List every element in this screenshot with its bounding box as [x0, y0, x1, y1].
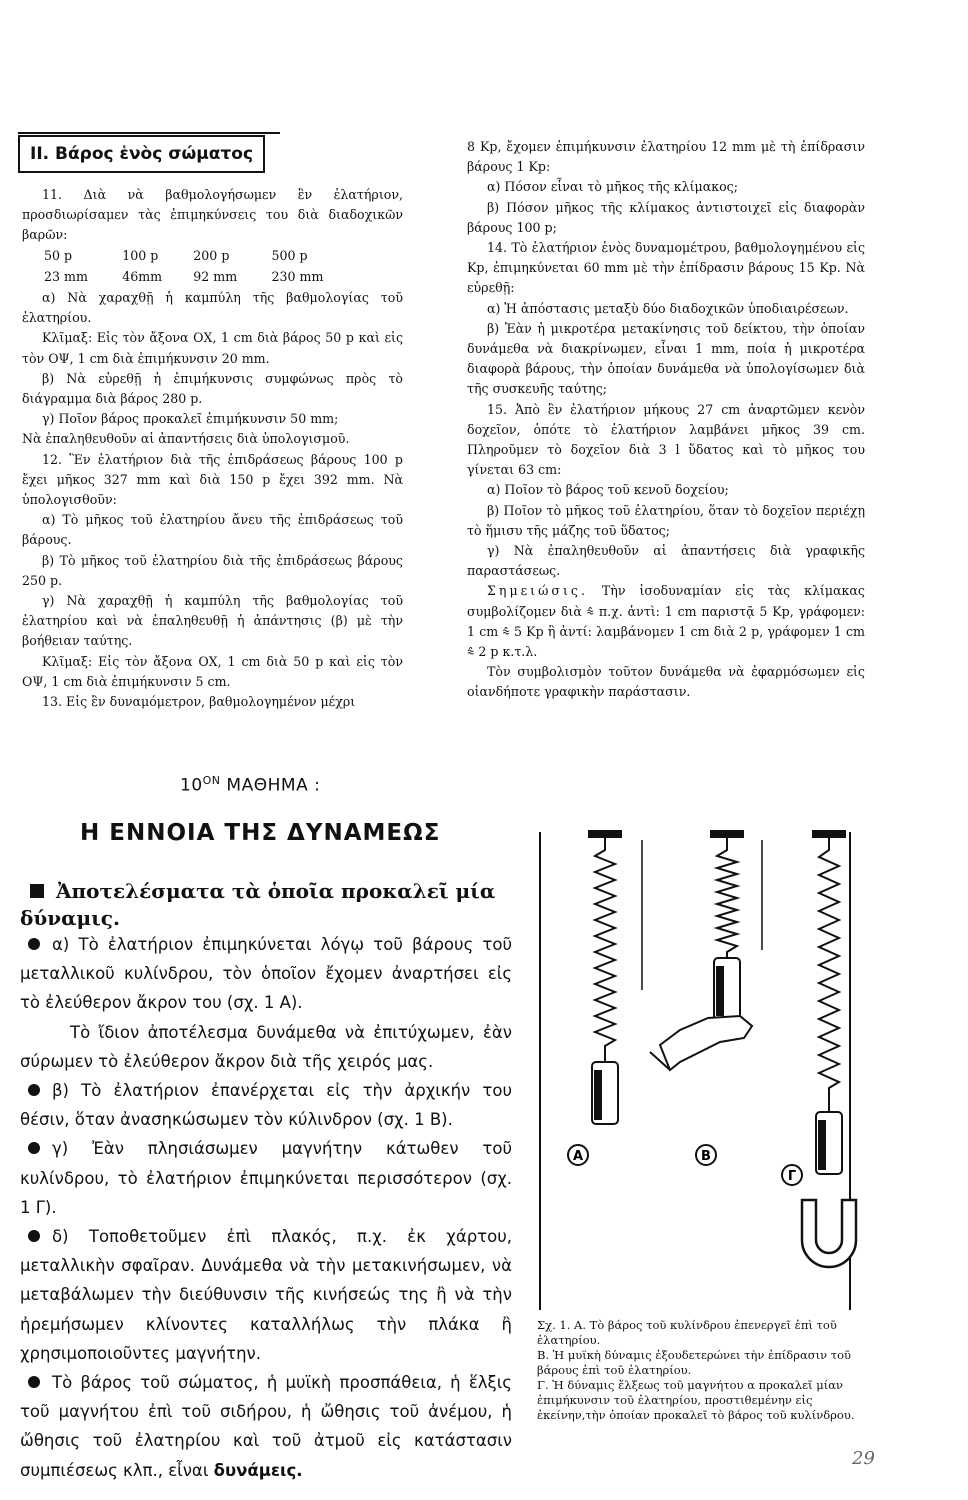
- exercise-11-a: α) Νὰ χαραχθῇ ἡ καμπύλη τῆς βαθμολογίας τοῦ ἐλατηρίου.: [22, 290, 403, 326]
- right-column: [467, 137, 865, 703]
- exercise-13-b: β) Πόσον μῆκος τῆς κλίμακος ἀντιστοιχεῖ εἰς διαφορὰν βάρους 100 p;: [467, 199, 865, 235]
- figure-label-b: B: [701, 1149, 711, 1164]
- left-column: [22, 185, 403, 712]
- page-number: 29: [852, 1448, 875, 1469]
- cylinder-shade: [818, 1120, 826, 1170]
- header-rule: [18, 132, 280, 134]
- body-paragraph-a2: Τὸ ἴδιον ἀποτέλεσμα δυνάμεθα νὰ ἐπιτύχωμεν, ἐὰν σύρωμεν τὸ ἐλεύθερον ἄκρον διὰ τῆς χειρός μας.: [20, 1022, 512, 1071]
- table-cell: 23 mm: [44, 268, 88, 284]
- chapter-title: Η ΕΝΝΟΙΑ ΤΗΣ ΔΥΝΑΜΕΩΣ: [80, 820, 441, 846]
- spring-mount: [710, 830, 744, 838]
- exercise-15-intro: 15. Ἀπὸ ἓν ἐλατήριον μήκους 27 cm ἀναρτῶμεν κενὸν δοχεῖον, ὁπότε τὸ ἐλατήριον λαμβάνει μῆκος 39 cm. Πληροῦμεν τὸ δοχεῖον διὰ 3 l ὕδατος καὶ τὸ μῆκος του γίνεται 63 cm:: [467, 401, 865, 478]
- exercise-11-b: β) Νὰ εὑρεθῇ ἡ ἐπιμήκυνσις συμφώνως πρὸς τὸ διάγραμμα διὰ βάρος 280 p.: [22, 370, 403, 407]
- table-cell: 46mm: [122, 268, 163, 284]
- main-body: [20, 930, 512, 1485]
- spring-figure: [530, 830, 880, 1310]
- exercise-13-start: 13. Εἰς ἓν δυναμόμετρον, βαθμολογημένον μέχρι: [42, 694, 356, 710]
- exercise-13-cont: 8 Kp, ἔχομεν ἐπιμήκυνσιν ἐλατηρίου 12 mm μὲ τὴ ἐπίδρασιν βάρους 1 Kp:: [467, 139, 865, 175]
- bullet-icon: [28, 1230, 40, 1242]
- exercise-15-a: α) Ποῖον τὸ βάρος τοῦ κενοῦ δοχείου;: [487, 482, 729, 498]
- exercise-11-scale: Κλῖμαξ: Εἰς τὸν ἄξονα ΟΧ, 1 cm διὰ βάρος 50 p καὶ εἰς τὸν ΟΨ, 1 cm διὰ ἐπιμήκυνσιν 20 mm.: [22, 330, 403, 366]
- exercise-15-c: γ) Νὰ ἐπαληθευθοῦν αἱ ἀπαντήσεις διὰ γραφικῆς παραστάσεως.: [467, 543, 865, 579]
- body-paragraph-e: [20, 1368, 512, 1485]
- body-c-text: γ) Ἐὰν πλησιάσωμεν μαγνήτην κάτωθεν τοῦ κυλίνδρου, τὸ ἐλατήριον ἐπιμηκύνεται περισσότερον (σχ. 1 Γ).: [20, 1139, 512, 1217]
- effects-heading: [20, 878, 515, 932]
- cylinder-shade: [594, 1070, 602, 1120]
- exercise-15-b: β) Ποῖον τὸ μῆκος τοῦ ἐλατηρίου, ὅταν τὸ δοχεῖον περιέχῃ τὸ ἥμισυ τῆς μάζης τοῦ ὕδατος;: [467, 502, 865, 538]
- exercise-14-b: β) Ἐὰν ἡ μικροτέρα μετακίνησις τοῦ δείκτου, τὴν ὁποίαν δυνάμεθα νὰ διακρίνωμεν, εἶναι 1 mm, ποία ἡ μικροτέρα διαφορὰ βάρους, τὴν ὁποίαν δυνάμεθα νὰ ὑπολογίσωμεν διὰ τῆς συσκευῆς ταύτης;: [467, 320, 865, 397]
- note-label: Σημειώσις.: [487, 583, 588, 599]
- lengths-row: [44, 267, 364, 288]
- caption-b: Β. Ἡ μυϊκὴ δύναμις ἐξουδετερώνει τὴν ἐπίδρασιν τοῦ βάρους ἐπὶ τοῦ ἐλατηρίου.: [537, 1348, 852, 1377]
- bullet-icon: [28, 1376, 40, 1388]
- hand-icon: [660, 1016, 752, 1070]
- table-cell: 92 mm: [193, 268, 238, 284]
- bullet-icon: [28, 1084, 40, 1096]
- table-cell: 200 p: [193, 247, 230, 263]
- body-paragraph-a: [20, 930, 512, 1018]
- figure-caption: [537, 1318, 877, 1423]
- note-text: Τὴν ἰσοδυναμίαν εἰς τὰς κλίμακας συμβολίζομεν διὰ ⩯ π.χ. ἀντὶ: 1 cm παριστᾷ 5 Kp, γράφομεν: 1 cm ⩯ 5 Kp ἢ ἀντί: λαμβάνομεν 1 cm διὰ 2 p, γράφομεν 1 cm ⩯ 2 p κ.τ.λ.: [467, 583, 865, 660]
- square-bullet-icon: [30, 884, 44, 898]
- table-cell: 50 p: [44, 247, 73, 263]
- bullet-icon: [28, 938, 40, 950]
- body-paragraph-b: [20, 1076, 512, 1134]
- table-cell: 230 mm: [271, 268, 324, 284]
- spring-a: [595, 838, 615, 1062]
- lesson-ordinal: ΟΝ: [202, 774, 221, 787]
- body-e-text: Τὸ βάρος τοῦ σώματος, ἡ μυϊκὴ προσπάθεια, ἡ ἕλξις τοῦ μαγνήτου ἐπὶ τοῦ σιδήρου, ἡ ὤθησις τοῦ ἀνέμου, ἡ ὤθησις τοῦ ἐλατηρίου καὶ τοῦ ἀτμοῦ εἰς κατάστασιν συμπιέσεως κλπ., εἶναι: [20, 1373, 512, 1480]
- exercise-12-scale: Κλῖμαξ: Εἰς τὸν ἄξονα ΟΧ, 1 cm διὰ 50 p καὶ εἰς τὸν ΟΨ, 1 cm διὰ ἐπιμήκυνσιν 5 cm.: [22, 653, 403, 689]
- cylinder-shade: [716, 966, 724, 1016]
- section-title: ΙΙ. Βάρος ἑνὸς σώματος: [30, 144, 254, 164]
- exercise-11-intro: 11. Διὰ νὰ βαθμολογήσωμεν ἓν ἐλατήριον, προσδιωρίσαμεν τὰς ἐπιμηκύνσεις του διὰ διαδοχικῶν βαρῶν:: [22, 187, 403, 243]
- exercise-12-a: α) Τὸ μῆκος τοῦ ἐλατηρίου ἄνευ τῆς ἐπιδράσεως τοῦ βάρους.: [22, 512, 403, 548]
- caption-a: Σχ. 1. Α. Τὸ βάρος τοῦ κυλίνδρου ἐπενεργεῖ ἐπὶ τοῦ ἐλατηρίου.: [537, 1318, 837, 1347]
- note-2: Τὸν συμβολισμὸν τοῦτον δυνάμεθα νὰ ἐφαρμόσωμεν εἰς οἱανδήποτε γραφικὴν παράστασιν.: [467, 664, 865, 700]
- exercise-12-b: β) Τὸ μῆκος τοῦ ἐλατηρίου διὰ τῆς ἐπιδράσεως βάρους 250 p.: [22, 552, 403, 588]
- spring-b: [717, 838, 737, 958]
- body-d-text: δ) Τοποθετοῦμεν ἐπὶ πλακός, π.χ. ἐκ χάρτου, μεταλλικὴν σφαῖραν. Δυνάμεθα νὰ τὴν μετακινήσωμεν, νὰ μεταβάλωμεν τὴν διεύθυνσιν τῆς κινήσεώς της ἢ νὰ τὴν ἠρεμήσωμεν κλίνοντες καταλλήλως τὴν πλάκα ἢ χρησιμοποιοῦντες μαγνήτην.: [20, 1227, 512, 1363]
- exercise-11-verify: Νὰ ἐπαληθευθοῦν αἱ ἀπαντήσεις διὰ ὑπολογισμοῦ.: [22, 431, 350, 447]
- effects-heading-text: Ἀποτελέσματα τὰ ὁποῖα προκαλεῖ μία δύναμις.: [20, 879, 496, 930]
- exercise-14-a: α) Ἡ ἀπόστασις μεταξὺ δύο διαδοχικῶν ὑποδιαιρέσεων.: [487, 300, 849, 316]
- spring-c: [819, 838, 839, 1112]
- exercise-13-a: α) Πόσον εἶναι τὸ μῆκος τῆς κλίμακος;: [487, 179, 738, 195]
- bullet-icon: [28, 1142, 40, 1154]
- body-paragraph-c: [20, 1134, 512, 1222]
- caption-c: Γ. Ἡ δύναμις ἕλξεως τοῦ μαγνήτου α προκαλεῖ μίαν ἐπιμήκυνσιν τοῦ ἐλατηρίου, προστιθεμένην εἰς ἐκείνην,τὴν ὁποίαν προκαλεῖ τὸ βάρος τοῦ κυλίνδρου.: [537, 1378, 855, 1422]
- weights-row: [44, 246, 364, 267]
- body-paragraph-d: [20, 1222, 512, 1368]
- table-cell: 100 p: [122, 247, 159, 263]
- exercise-14-intro: 14. Τὸ ἐλατήριον ἑνὸς δυναμομέτρου, βαθμολογημένου εἰς Kp, ἐπιμηκύνεται 60 mm μὲ τὴν ἐπίδρασιν βάρους 15 Kp. Νὰ εὑρεθῇ:: [467, 240, 865, 296]
- spring-mount: [812, 830, 846, 838]
- body-b-text: β) Τὸ ἐλατήριον ἐπανέρχεται εἰς τὴν ἀρχικήν του θέσιν, ὅταν ἀνασηκώσωμεν τὸν κύλινδρον (σχ. 1 Β).: [20, 1081, 512, 1130]
- weights-table: [44, 246, 364, 288]
- note-paragraph: [467, 581, 865, 662]
- lesson-number: 10: [180, 775, 203, 796]
- lesson-word: ΜΑΘΗΜΑ :: [220, 775, 321, 796]
- figure-label-a: A: [572, 1149, 584, 1164]
- spring-mount: [588, 830, 622, 838]
- body-a-text: α) Τὸ ἐλατήριον ἐπιμηκύνεται λόγῳ τοῦ βάρους τοῦ μεταλλικοῦ κυλίνδρου, τὸν ὁποῖον ἔχομεν ἀναρτήσει εἰς τὸ ἐλεύθερον ἄκρον του (σχ. 1 Α).: [20, 935, 512, 1013]
- section-heading-box: [18, 135, 265, 173]
- figure-label-c: Γ: [787, 1169, 797, 1184]
- exercise-12-c: γ) Νὰ χαραχθῇ ἡ καμπύλη τῆς βαθμολογίας τοῦ ἐλατηρίου καὶ νὰ ἐπαληθευθῇ ἡ ἀπάντησις (β) μὲ τὴν βοήθειαν ταύτης.: [22, 593, 403, 649]
- lesson-label: [180, 774, 320, 796]
- exercise-11-c: γ) Ποῖον βάρος προκαλεῖ ἐπιμήκυνσιν 50 mm;: [42, 411, 339, 427]
- table-cell: 500 p: [271, 247, 308, 263]
- body-e-bold: δυνάμεις.: [213, 1460, 303, 1480]
- exercise-12-intro: 12. Ἓν ἐλατήριον διὰ τῆς ἐπιδράσεως βάρους 100 p ἔχει μῆκος 327 mm καὶ διὰ 150 p ἔχει 392 mm. Νὰ ὑπολογισθοῦν:: [22, 451, 403, 508]
- magnet-icon: [802, 1200, 856, 1267]
